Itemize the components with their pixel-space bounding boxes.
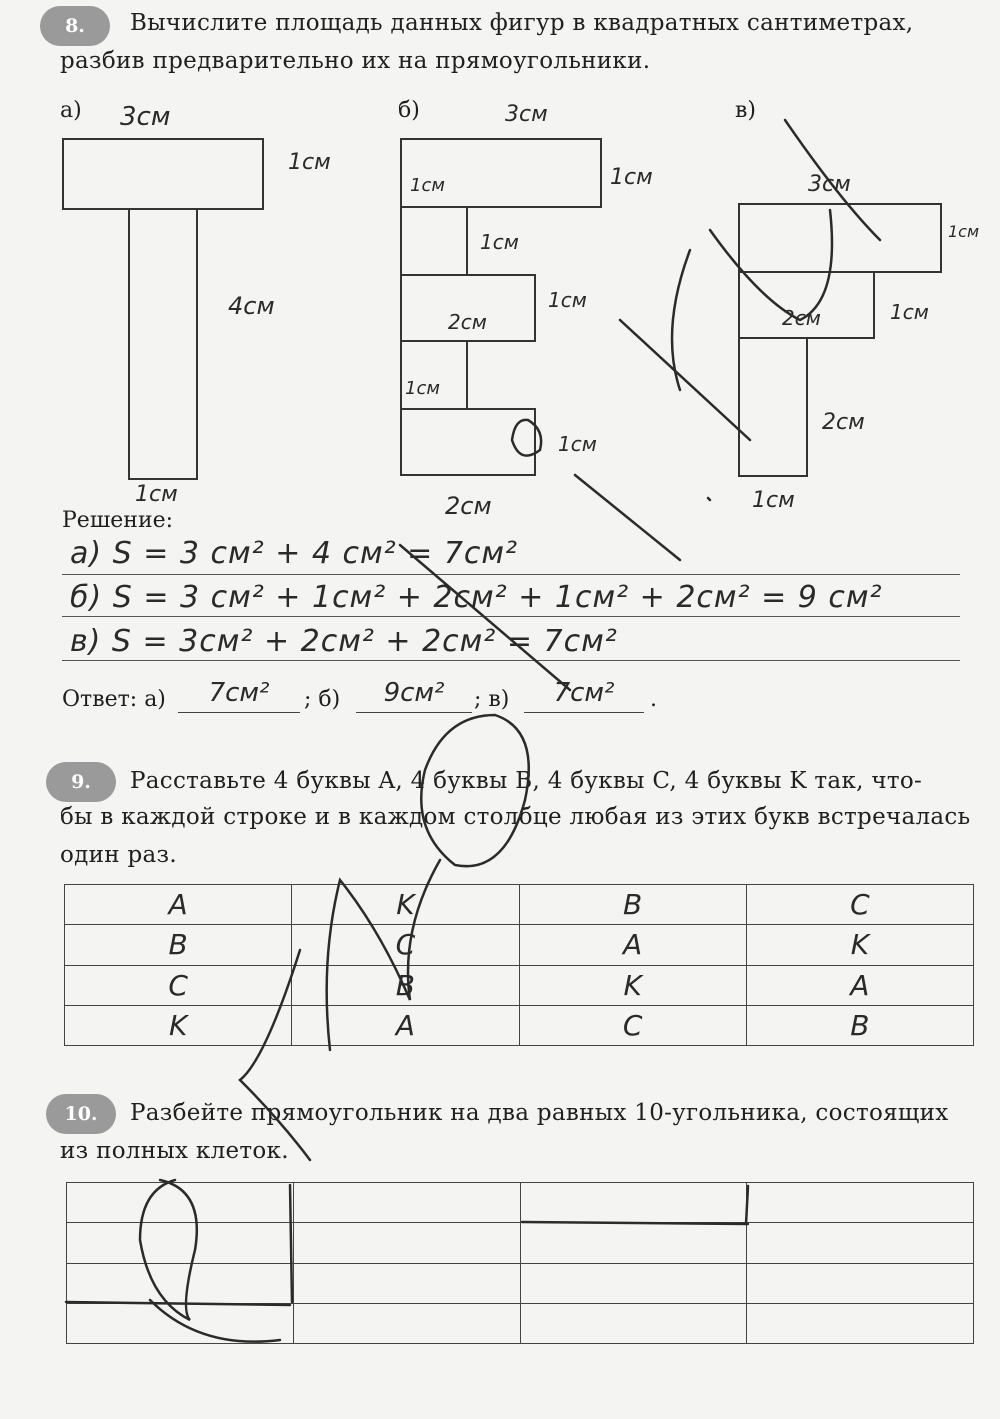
figure-v-r3-dim: 2см [822, 410, 865, 435]
figure-v-bottom-dim: 1см [752, 488, 795, 513]
task-8-text [130, 4, 980, 42]
solution-line-a: а) S = 3 см² + 4 см² = 7см² [70, 536, 519, 571]
figure-v-m2-dim: 2см [782, 306, 821, 330]
scribble-dot [708, 498, 710, 500]
partition-cell [67, 1223, 294, 1263]
answer-sep-b: ; б) [304, 687, 341, 712]
letter-grid-cell: C [65, 965, 292, 1005]
letter-grid-cell: A [746, 965, 973, 1005]
task-8-text-2 [60, 42, 960, 80]
figure-a-top-dim: 3см [120, 102, 171, 132]
task-9-text-3 [60, 836, 960, 874]
scribble-v-stroke-3 [672, 250, 690, 390]
answer-v-blank: 7см² [524, 678, 644, 713]
partition-cell [293, 1223, 520, 1263]
solution-rule-3 [62, 660, 960, 661]
figure-b-r1-dim: 1см [610, 165, 653, 190]
task-9-line-3: один раз. [60, 842, 177, 868]
figure-b-r5-dim: 1см [558, 432, 597, 456]
partition-grid [66, 1182, 974, 1344]
partition-cell [747, 1223, 974, 1263]
figure-b-r3-dim: 1см [548, 288, 587, 312]
partition-cell [293, 1303, 520, 1343]
letter-grid-cell: B [65, 925, 292, 965]
letter-grid-cell: B [746, 1005, 973, 1045]
task-9-text-2 [60, 798, 980, 836]
partition-cell [520, 1263, 747, 1303]
partition-cell [520, 1223, 747, 1263]
figure-b-row-1 [400, 138, 602, 208]
figure-a-bottom-dim: 1см [135, 482, 178, 507]
task-10-text-2 [60, 1132, 960, 1170]
solution-rule-1 [62, 574, 960, 575]
partition-cell [67, 1263, 294, 1303]
letter-grid-cell: A [292, 1005, 519, 1045]
letter-grid-cell: C [519, 1005, 746, 1045]
task-8-line-1: Вычислите площадь данных фигур в квадратных сантиметрах, [130, 10, 914, 36]
letter-grid-cell: K [292, 885, 519, 925]
task-10-line-2: из полных клеток. [60, 1138, 289, 1164]
letter-grid-cell: B [292, 965, 519, 1005]
letter-grid-cell: K [519, 965, 746, 1005]
figure-b-m3-dim: 2см [448, 310, 487, 334]
scribble-diagonal-2 [575, 475, 680, 560]
letter-grid-cell: C [292, 925, 519, 965]
figure-v-top-dim: 3см [808, 172, 851, 197]
partition-cell [520, 1303, 747, 1343]
letter-grid-cell: K [746, 925, 973, 965]
letter-grid-cell: C [746, 885, 973, 925]
figure-a-label: а) [60, 98, 82, 123]
partition-cell [747, 1303, 974, 1343]
figure-v-r1-dim: 1см [948, 222, 980, 241]
letter-grid-cell: A [65, 885, 292, 925]
solution-label: Решение: [62, 508, 174, 533]
letter-grid-row [65, 885, 974, 925]
partition-cell [293, 1263, 520, 1303]
task-8-line-2: разбив предварительно их на прямоугольники. [60, 48, 651, 74]
figure-a-right-mid-dim: 4см [228, 292, 275, 320]
solution-line-b: б) S = 3 см² + 1см² + 2см² + 1см² + 2см² = 9 см² [70, 580, 883, 615]
partition-cell [747, 1263, 974, 1303]
letter-grid-row [65, 965, 974, 1005]
letter-grid-row [65, 925, 974, 965]
figure-b-row-5 [400, 408, 536, 476]
solution-rule-2 [62, 616, 960, 617]
task-10-line-1: Разбейте прямоугольник на два равных 10-угольника, состоящих [130, 1100, 949, 1126]
answer-end: . [650, 687, 657, 712]
task-9-badge: 9. [46, 762, 116, 802]
task-9-line-2: бы в каждой строке и в каждом столбце любая из этих букв встречалась [60, 804, 971, 830]
figure-b-label: б) [398, 98, 420, 123]
solution-line-v: в) S = 3см² + 2см² + 2см² = 7см² [70, 624, 618, 659]
figure-b-r2-dim: 1см [480, 230, 519, 254]
letter-grid-cell: A [519, 925, 746, 965]
figure-v-r2-dim: 1см [890, 300, 929, 324]
figure-b-top-dim: 3см [505, 102, 548, 127]
answer-b-blank: 9см² [356, 678, 472, 713]
figure-v-label: в) [735, 98, 756, 123]
letter-grid [64, 884, 974, 1046]
letter-grid-row [65, 1005, 974, 1045]
figure-v-row-1 [738, 203, 942, 273]
answer-a-blank: 7см² [178, 678, 300, 713]
partition-cell [747, 1183, 974, 1223]
figure-b-l4-dim: 1см [405, 378, 440, 399]
figure-b-row-2 [400, 206, 468, 276]
task-9-text-1 [130, 762, 980, 800]
task-8-badge: 8. [40, 6, 110, 46]
task-9-line-1: Расставьте 4 буквы A, 4 буквы B, 4 буквы C, 4 буквы K так, что- [130, 768, 923, 794]
letter-grid-cell: B [519, 885, 746, 925]
partition-cell [67, 1303, 294, 1343]
figure-a-stem [128, 208, 198, 480]
figure-b-bottom-dim: 2см [445, 492, 492, 520]
figure-v-row-3 [738, 337, 808, 477]
scribble-diagonal-1 [620, 320, 750, 440]
figure-a-right-top-dim: 1см [288, 150, 331, 175]
partition-cell [67, 1183, 294, 1223]
answer-prefix: Ответ: а) [62, 687, 166, 712]
partition-cell [520, 1183, 747, 1223]
figure-b-row-4 [400, 340, 468, 410]
figure-a-top-bar [62, 138, 264, 210]
task-10-badge: 10. [46, 1094, 116, 1134]
task-10-text-1 [130, 1094, 980, 1132]
letter-grid-cell: K [65, 1005, 292, 1045]
figure-b-l1-dim: 1см [410, 175, 445, 196]
partition-cell [293, 1183, 520, 1223]
answer-sep-v: ; в) [474, 687, 510, 712]
